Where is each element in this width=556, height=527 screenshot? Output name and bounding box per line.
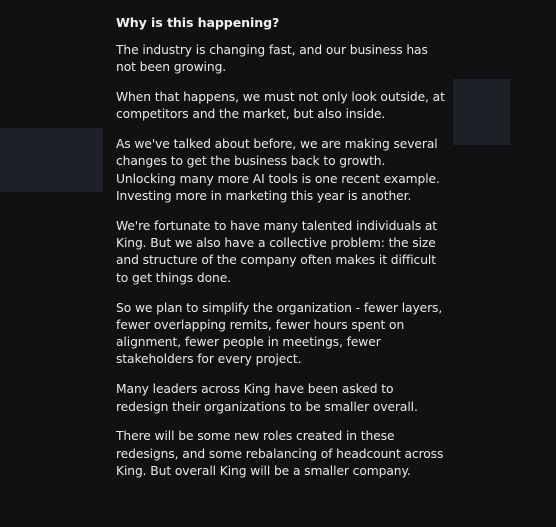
paragraph-2: When that happens, we must not only look outside, at competitors and the market, but also inside. xyxy=(116,90,445,122)
decorative-block-right xyxy=(453,79,510,145)
paragraph-4: We're fortunate to have many talented individuals at King. But we also have a collective problem: the size and structure of the company often makes it difficult to get things done. xyxy=(116,218,438,285)
paragraph-6: Many leaders across King have been asked to redesign their organizations to be smaller overall. xyxy=(116,382,418,414)
paragraph-1: The industry is changing fast, and our business has not been growing. xyxy=(116,43,428,75)
document-body xyxy=(116,14,446,493)
decorative-block-left xyxy=(0,128,103,192)
paragraph-5: So we plan to simplify the organization - fewer layers, fewer overlapping remits, fewer hours spent on alignment, fewer people in meetings, fewer stakeholders for every project. xyxy=(116,300,443,367)
paragraph-7: There will be some new roles created in these redesigns, and some rebalancing of headcount across King. But overall King will be a smaller company. xyxy=(116,429,444,478)
paragraph-3: As we've talked about before, we are making several changes to get the business back to growth. Unlocking many more AI tools is one recent example. Investing more in marketing this year is another. xyxy=(116,137,440,204)
section-heading: Why is this happening? xyxy=(116,15,280,30)
